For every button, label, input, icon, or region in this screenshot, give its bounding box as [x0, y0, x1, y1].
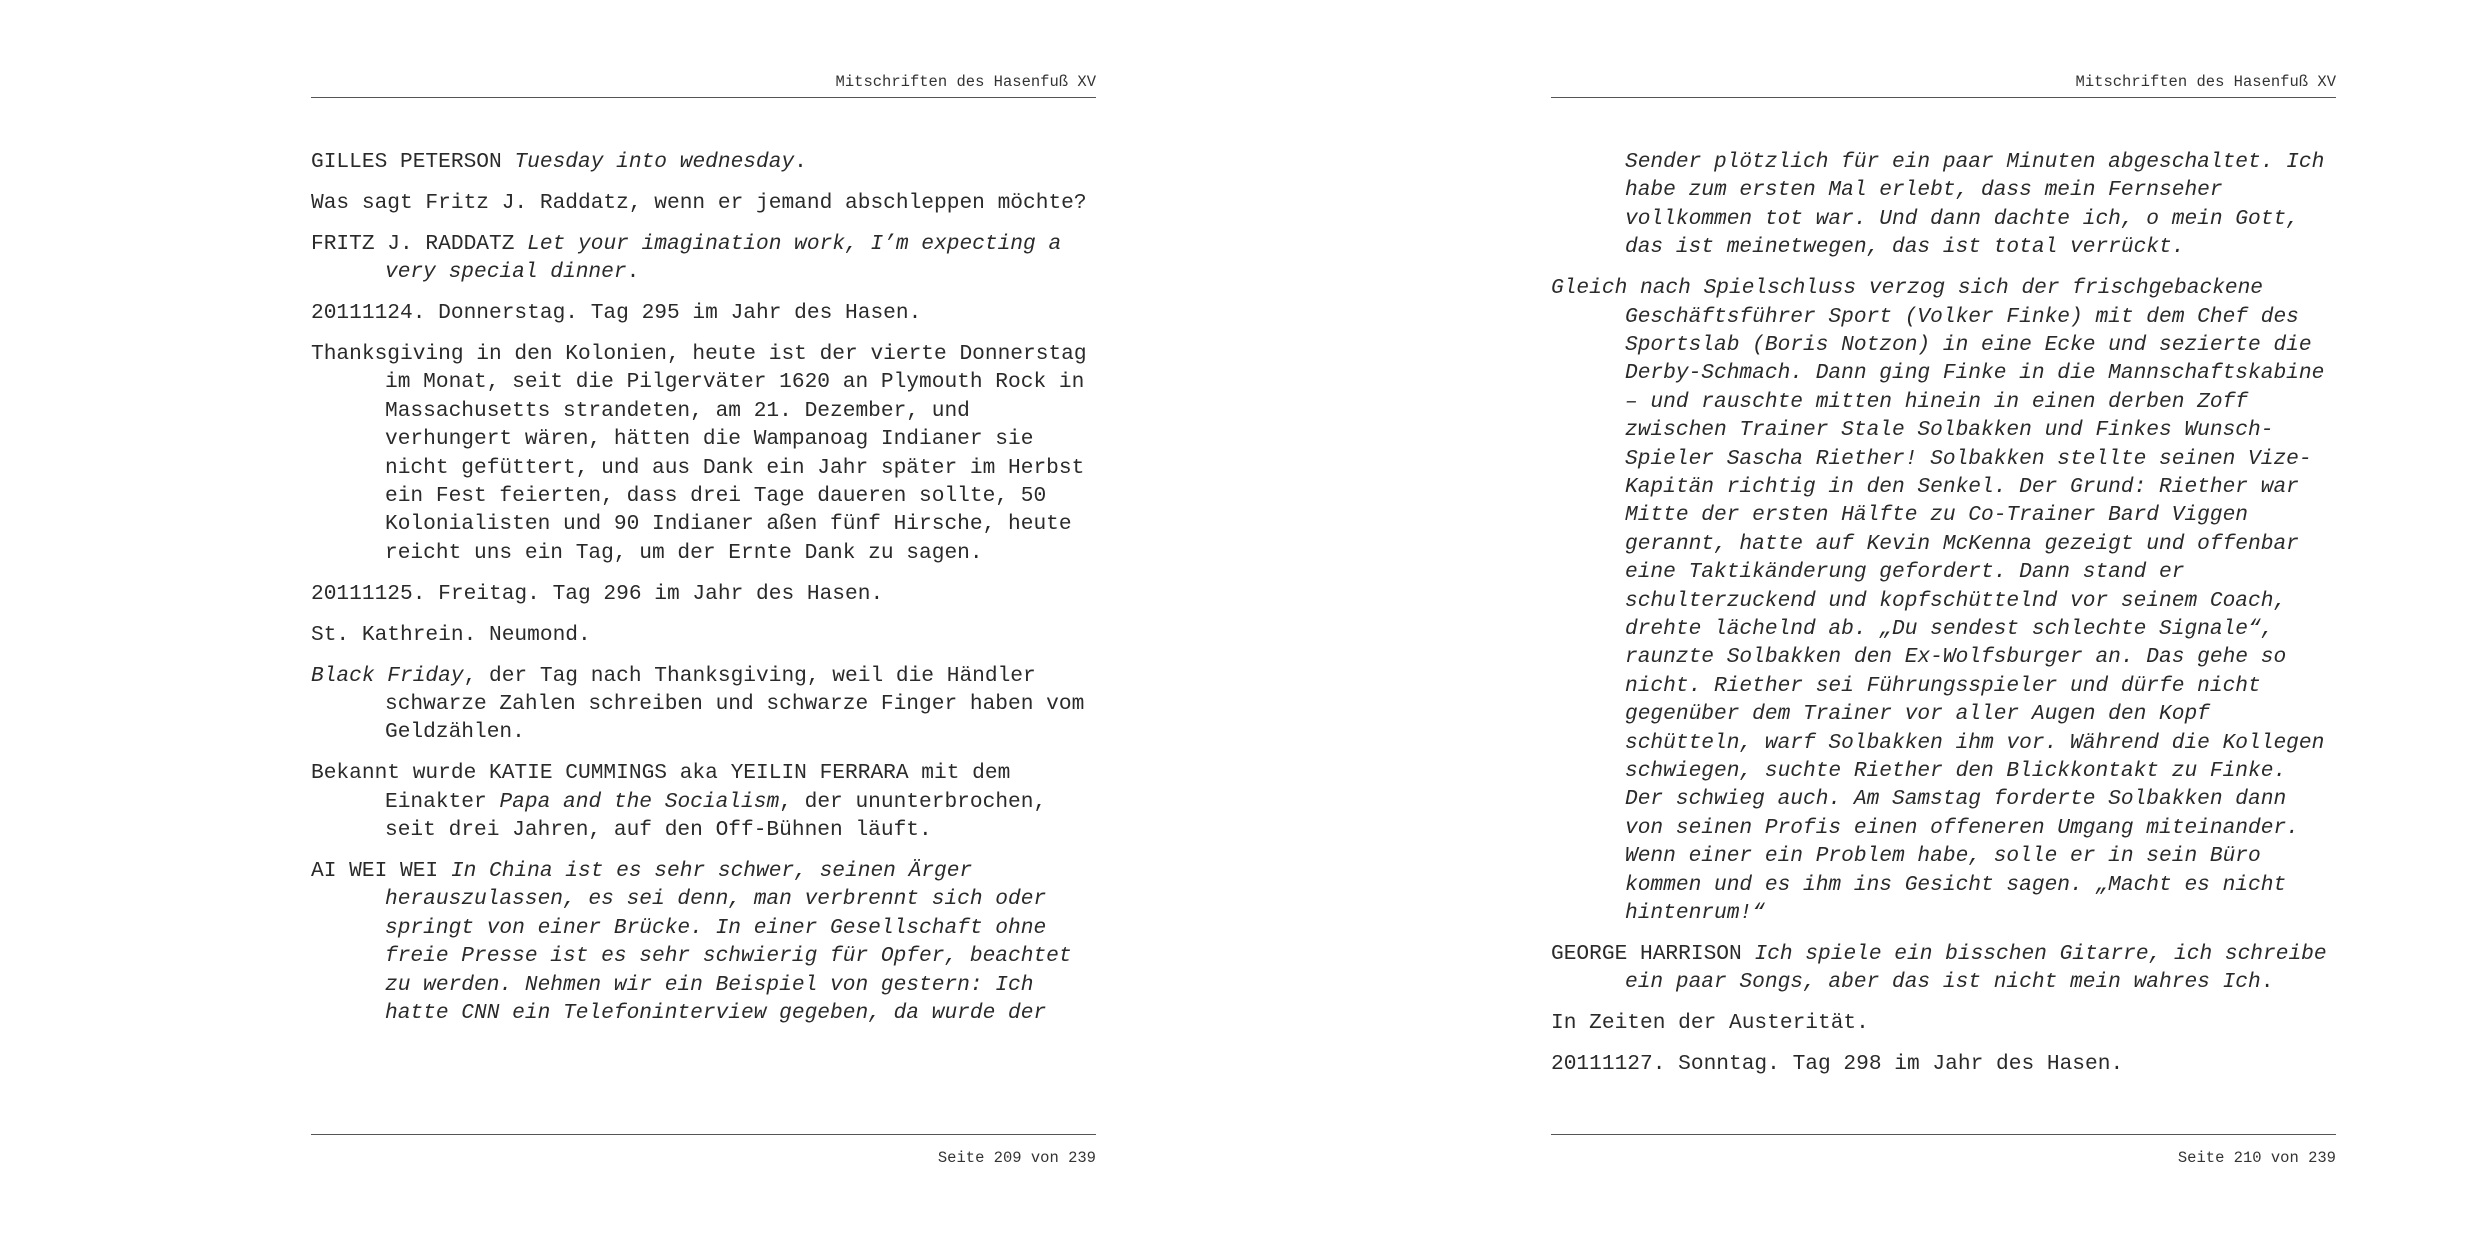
right-page — [1240, 0, 2480, 1240]
paragraph: St. Kathrein. Neumond. — [311, 622, 591, 647]
quote-text: Tuesday into wednesday — [514, 150, 795, 174]
quote-text: Let your imagination work, I’m expecting a very special dinner — [385, 231, 1062, 285]
paragraph — [311, 662, 1096, 747]
running-head: Mitschriften des Hasenfuß XV — [835, 73, 1096, 91]
paragraph: In Zeiten der Austerität. — [1551, 1011, 1869, 1036]
paragraph-quote — [311, 857, 1096, 1027]
paragraph-quote — [311, 230, 1096, 287]
header-rule — [1551, 97, 2336, 98]
page-body — [311, 148, 1096, 1040]
date-entry: 20111127. Sonntag. Tag 298 im Jahr des Hasen. — [1551, 1052, 2124, 1077]
paragraph-italic: Gleich nach Spielschluss verzog sich der frischgebackene Geschäftsführer Sport (Volker Finke) mit dem Chef des Sportslab (Boris Notzon) in eine Ecke und sezierte die Derby-Schmach. Dann ging Finke in die Mannschaftskabine – und rauschte mitten hinein in einen derben Zoff zwischen Trainer Stale Solbakken und Finkes Wunsch-Spieler Sascha Riether! Solbakken stellte seinen Vize-Kapitän richtig in den Senkel. Der Grund: Riether war Mitte der ersten Hälfte zu Co-Trainer Bard Viggen gerannt, hatte auf Kevin McKenna gezeigt und offenbar eine Taktikänderung gefordert. Dann stand er schulterzuckend und kopfschüttelnd vor seinem Coach, drehte lächelnd ab. „Du sendest schlechte Signale“, raunzte Solbakken den Ex-Wolfsburger an. Das gehe so nicht. Riether sei Führungsspieler und dürfe nicht gegenüber dem Trainer vor aller Augen den Kopf schütteln, warf Solbakken ihm vor. Während die Kollegen schwiegen, suchte Riether den Blickkontakt zu Finke. Der schwieg auch. Am Samstag forderte Solbakken dann von seinen Profis einen offeneren Umgang miteinander. Wenn einer ein Problem habe, solle er in sein Büro kommen und es ihm ins Gesicht sagen. „Macht es nicht hintenrum!“ — [1551, 276, 2325, 926]
date-entry: 20111124. Donnerstag. Tag 295 im Jahr des Hasen. — [311, 301, 922, 326]
page-number: Seite 209 von 239 — [937, 1149, 1096, 1167]
paragraph: Was sagt Fritz J. Raddatz, wenn er jemand abschleppen möchte? — [311, 190, 1087, 215]
quote-text: Ich spiele ein bisschen Gitarre, ich schreibe ein paar Songs, aber das ist nicht mein wahres Ich — [1625, 941, 2327, 995]
quote-end: . — [794, 150, 807, 174]
paragraph-rest: , der Tag nach Thanksgiving, weil die Händler schwarze Zahlen schreiben und schwarze Finger haben vom Geldzählen. — [385, 663, 1085, 745]
date-entry: 20111125. Freitag. Tag 296 im Jahr des Hasen. — [311, 581, 884, 606]
header-rule — [311, 97, 1096, 98]
speaker-name: FRITZ J. RADDATZ — [311, 231, 515, 256]
quote-text: In China ist es sehr schwer, seinen Ärger herauszulassen, es sei denn, man verbrennt sich oder springt von einer Brücke. In einer Gesellschaft ohne freie Presse ist es sehr schwierig für Opfer, beachtet zu werden. Nehmen wir ein Beispiel von gestern: Ich hatte CNN ein Telefoninterview gegeben, da wurde der — [385, 859, 1072, 1026]
page-body — [1551, 148, 2336, 1091]
footer-rule — [311, 1134, 1096, 1135]
page-number: Seite 210 von 239 — [2177, 1149, 2336, 1167]
speaker-name: AI WEI WEI — [311, 859, 439, 884]
italic-title: Papa and the Socialism — [499, 789, 780, 814]
quote-continuation: Sender plötzlich für ein paar Minuten abgeschaltet. Ich habe zum ersten Mal erlebt, dass mein Fernseher vollkommen tot war. Und dann dachte ich, o mein Gott, das ist meinetwegen, das ist total verrückt. — [1625, 150, 2325, 260]
speaker-name: GEORGE HARRISON — [1551, 941, 1742, 966]
paragraph-post: , der ununterbrochen, seit drei Jahren, auf den Off-Bühnen läuft. — [385, 789, 1047, 843]
quote-end: . — [626, 260, 640, 285]
footer-rule — [1551, 1134, 2336, 1135]
speaker-name: GILLES PETERSON — [311, 150, 502, 174]
paragraph — [311, 759, 1096, 844]
italic-term: Black Friday — [311, 663, 464, 688]
running-head: Mitschriften des Hasenfuß XV — [2075, 73, 2336, 91]
paragraph-quote — [311, 148, 1096, 176]
paragraph: Thanksgiving in den Kolonien, heute ist der vierte Donnerstag im Monat, seit die Pilgerväter 1620 an Plymouth Rock in Massachusetts strandeten, am 21. Dezember, und verhungert wären, hätten die Wampanoag Indianer sie nicht gefüttert, und aus Dank ein Jahr später im Herbst ein Fest feierten, dass drei Tage daueren sollte, 50 Kolonialisten und 90 Indianer aßen fünf Hirsche, heute reicht uns ein Tag, um der Ernte Dank zu sagen. — [311, 342, 1087, 565]
paragraph-quote — [1551, 940, 2336, 997]
quote-end: . — [2260, 970, 2274, 995]
paragraph-pre: Bekannt wurde KATIE CUMMINGS aka YEILIN FERRARA mit dem Einakter — [311, 761, 1011, 814]
